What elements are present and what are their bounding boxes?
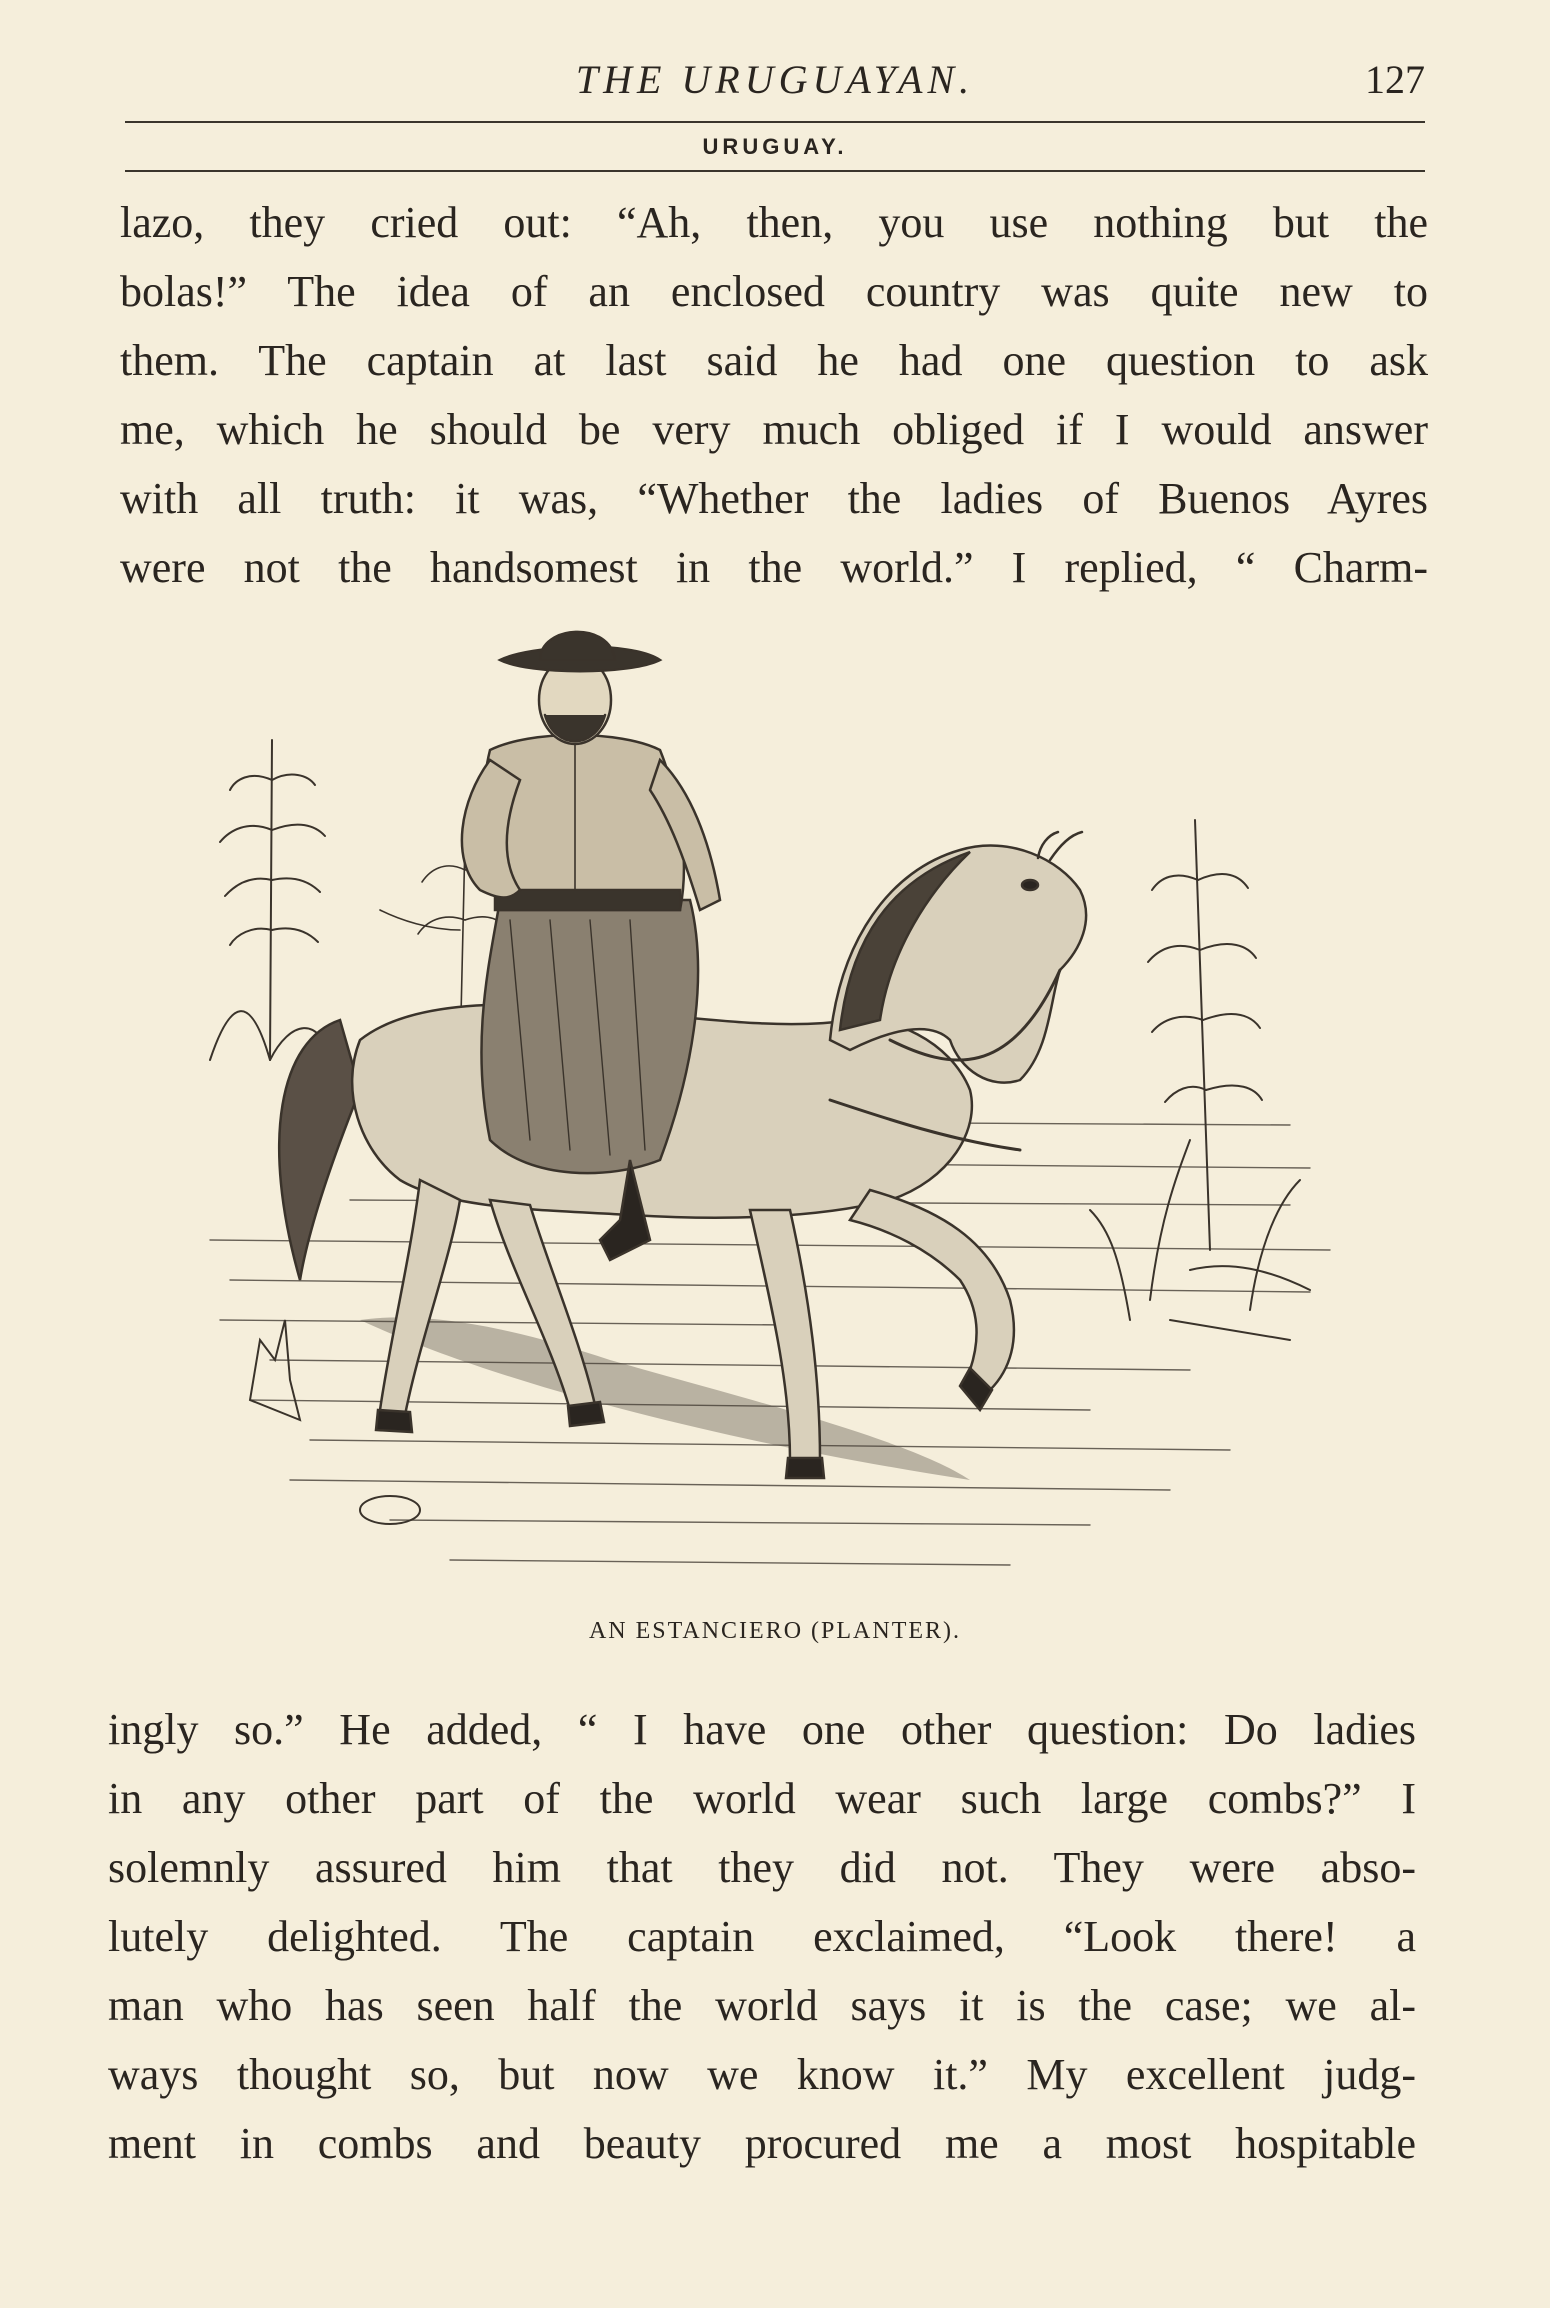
plant-right (1090, 820, 1310, 1340)
horse-shadow (360, 1317, 970, 1480)
text-line: were not the handsomest in the world.” I replied, “ Charm- (120, 543, 1428, 592)
illustration-caption: AN ESTANCIERO (PLANTER). (588, 1618, 962, 1644)
text-line: lutely delighted. The captain exclaimed, “Look there! a (108, 1912, 1416, 1961)
text-line: lazo, they cried out: “Ah, then, you use nothing but the (120, 198, 1428, 247)
text-line: in any other part of the world wear such large combs?” I (108, 1774, 1416, 1823)
text-line: me, which he should be very much obliged if I would answer (120, 405, 1428, 454)
page-number: 127 (1365, 57, 1425, 102)
running-head (125, 52, 1425, 112)
running-title: THE URUGUAYAN. (575, 57, 975, 102)
text-line: them. The captain at last said he had one question to ask (120, 336, 1428, 385)
body-text-bottom (108, 1695, 1416, 2178)
text-line: man who has seen half the world says it is the case; we al- (108, 1981, 1416, 2030)
header-rule-bottom (125, 170, 1425, 172)
text-line: bolas!” The idea of an enclosed country was quite new to (120, 267, 1428, 316)
stump (250, 1320, 300, 1420)
estanciero-engraving (190, 620, 1360, 1610)
text-line: solemnly assured him that they did not. They were abso- (108, 1843, 1416, 1892)
section-heading: URUGUAY. (702, 134, 848, 159)
text-line: ways thought so, but now we know it.” My excellent judg- (108, 2050, 1416, 2099)
body-text-top (120, 188, 1428, 602)
text-line: with all truth: it was, “Whether the ladies of Buenos Ayres (120, 474, 1428, 523)
text-line: ingly so.” He added, “ I have one other question: Do ladies (108, 1705, 1416, 1754)
header-rule-top (125, 121, 1425, 123)
text-line: ment in combs and beauty procured me a most hospitable (108, 2119, 1416, 2168)
plant-left (210, 740, 330, 1060)
